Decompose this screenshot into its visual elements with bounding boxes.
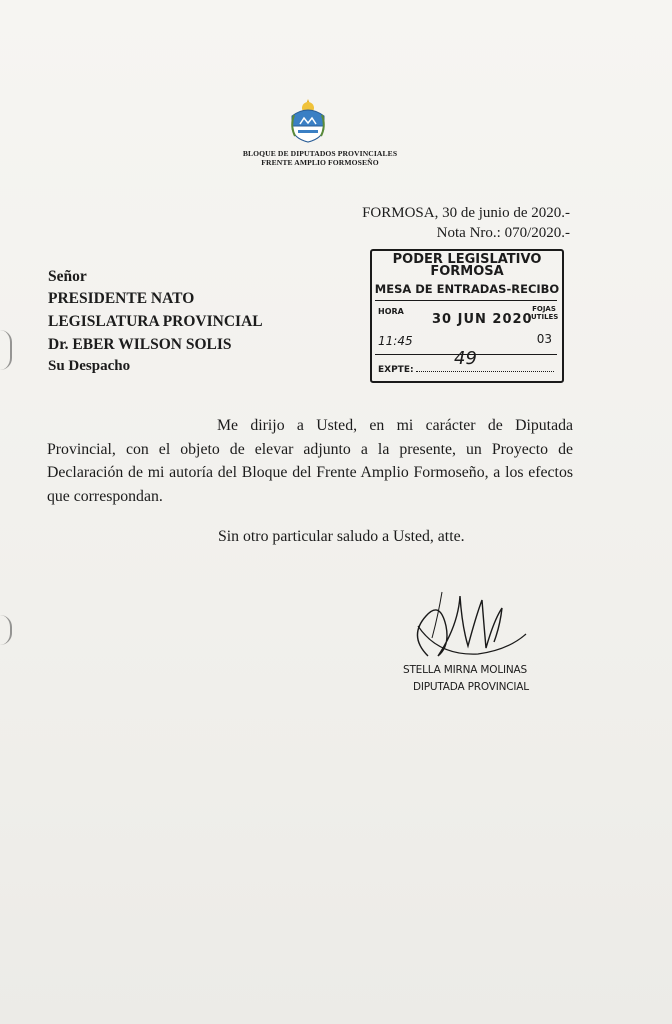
signatory-role: DIPUTADA PROVINCIAL [413,681,529,693]
recipient-office: Su Despacho [48,358,131,374]
stamp-fojas-label [531,305,557,321]
body-paragraph [47,414,573,508]
binding-hole-mark [0,330,12,370]
reception-stamp [370,249,564,383]
stamp-dotted-line [416,371,554,372]
stamp-fojas-label-1: FOJAS [532,305,556,313]
binding-hole-mark [0,615,12,645]
signatory-name: STELLA MIRNA MOLINAS [403,664,527,676]
stamp-divider [375,300,557,301]
stamp-date: 30 JUN 2020 [432,312,533,327]
stamp-time: 11:45 [378,334,413,348]
provincial-crest-icon [286,96,330,144]
stamp-hora-label: HORA [378,307,404,316]
closing-line: Sin otro particular saludo a Usted, atte. [218,528,465,545]
stamp-expte-number: 49 [454,348,477,369]
recipient-institution: LEGISLATURA PROVINCIAL [48,313,263,330]
note-number: Nota Nro.: 070/2020.- [436,225,570,241]
letterhead-line-2: FRENTE AMPLIO FORMOSEÑO [261,158,379,167]
stamp-fojas-count: 03 [536,332,552,346]
recipient-name: Dr. EBER WILSON SOLIS [48,336,232,353]
stamp-title-1: PODER LEGISLATIVO [392,252,542,267]
body-paragraph-text: Me dirijo a Usted, en mi carácter de Diputada Provincial, con el objeto de elevar adjunto a la presente, un Proyecto de Declaración de mi autoría del Bloque del Frente Amplio Formoseño, a los efectos que correspondan. [47,417,573,505]
letterhead-line-1: BLOQUE DE DIPUTADOS PROVINCIALES [242,149,398,158]
recipient-salutation: Señor [48,268,87,285]
stamp-subtitle: MESA DE ENTRADAS-RECIBO [374,282,560,296]
stamp-fojas-label-2: UTILES [531,313,559,321]
recipient-title: PRESIDENTE NATO [48,290,195,307]
handwritten-signature [398,586,538,670]
document-date: FORMOSA, 30 de junio de 2020.- [362,205,570,221]
stamp-title-2: FORMOSA [430,264,504,279]
stamp-expte-label: EXPTE: [378,365,414,375]
